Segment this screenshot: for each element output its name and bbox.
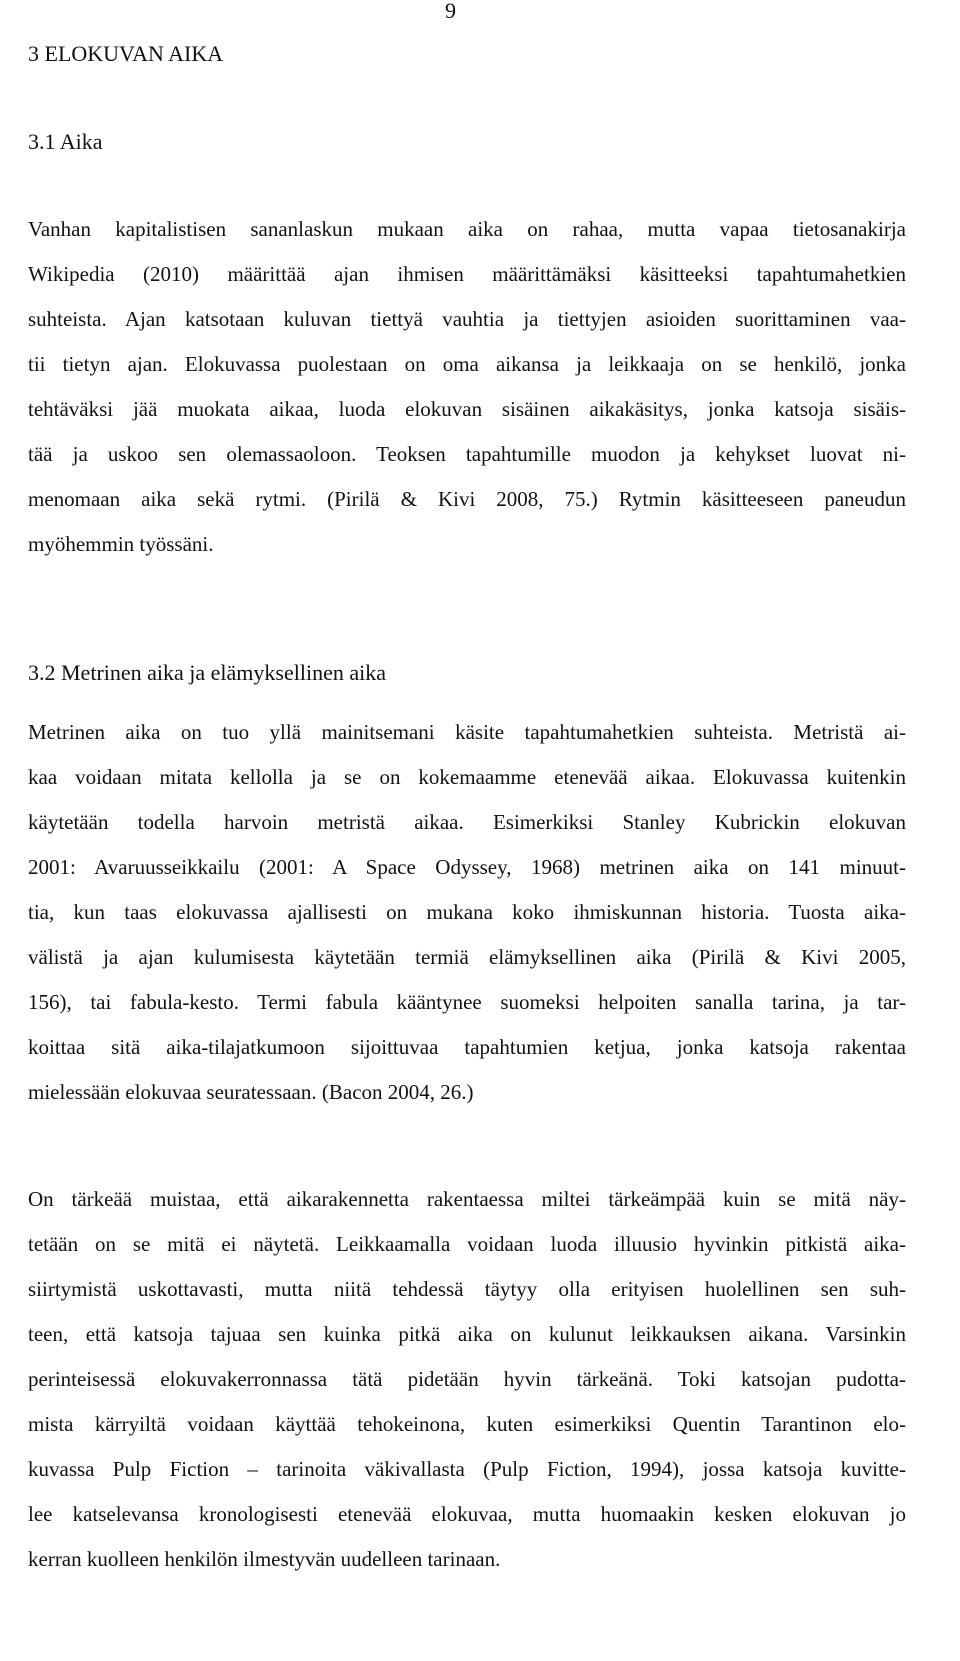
paragraph-line: siirtymistä uskottavasti, mutta niitä tehdessä täytyy olla erityisen huolellinen sen suh- xyxy=(28,1277,906,1301)
paragraph-line: myöhemmin työssäni. xyxy=(28,532,214,556)
paragraph-line: Vanhan kapitalistisen sananlaskun mukaan aika on rahaa, mutta vapaa tietosanakirja xyxy=(28,217,906,241)
paragraph-line: Wikipedia (2010) määrittää ajan ihmisen määrittämäksi käsitteeksi tapahtumahetkien xyxy=(28,262,906,286)
paragraph-line: kerran kuolleen henkilön ilmestyvän uudelleen tarinaan. xyxy=(28,1547,501,1571)
section-heading-3-1: 3.1 Aika xyxy=(28,129,103,154)
paragraph-line: tetään on se mitä ei näytetä. Leikkaamalla voidaan luoda illuusio hyvinkin pitkistä aika- xyxy=(28,1232,906,1256)
paragraph-line: tii tietyn ajan. Elokuvassa puolestaan on oma aikansa ja leikkaaja on se henkilö, jonka xyxy=(28,352,906,376)
paragraph-line: kuvassa Pulp Fiction – tarinoita väkivallasta (Pulp Fiction, 1994), jossa katsoja kuvitte- xyxy=(28,1457,906,1481)
paragraph-line: käytetään todella harvoin metristä aikaa. Esimerkiksi Stanley Kubrickin elokuvan xyxy=(28,810,906,834)
paragraph-line: lee katselevansa kronologisesti etenevää elokuvaa, mutta huomaakin kesken elokuvan jo xyxy=(28,1502,906,1526)
paragraph-aikarakenne xyxy=(28,1177,906,1582)
paragraph-line: menomaan aika sekä rytmi. (Pirilä & Kivi 2008, 75.) Rytmin käsitteeseen paneudun xyxy=(28,487,906,511)
paragraph-line: Metrinen aika on tuo yllä mainitsemani käsite tapahtumahetkien suhteista. Metristä ai- xyxy=(28,720,906,744)
paragraph-line: välistä ja ajan kulumisesta käytetään termiä elämyksellinen aika (Pirilä & Kivi 2005, xyxy=(28,945,906,969)
paragraph-line: On tärkeää muistaa, että aikarakennetta rakentaessa miltei tärkeämpää kuin se mitä näy- xyxy=(28,1187,906,1211)
paragraph-line: suhteista. Ajan katsotaan kuluvan tiettyä vauhtia ja tiettyjen asioiden suorittaminen vaa- xyxy=(28,307,906,331)
paragraph-line: tia, kun taas elokuvassa ajallisesti on mukana koko ihmiskunnan historia. Tuosta aika- xyxy=(28,900,906,924)
paragraph-line: perinteisessä elokuvakerronnassa tätä pidetään hyvin tärkeänä. Toki katsojan pudotta- xyxy=(28,1367,906,1391)
paragraph-line: mielessään elokuvaa seuratessaan. (Bacon 2004, 26.) xyxy=(28,1080,474,1104)
page-number: 9 xyxy=(445,0,456,23)
paragraph-line: tehtäväksi jää muokata aikaa, luoda elokuvan sisäinen aikakäsitys, jonka katsoja sisäis- xyxy=(28,397,906,421)
paragraph-line: mista kärryiltä voidaan käyttää tehokeinona, kuten esimerkiksi Quentin Tarantinon elo- xyxy=(28,1412,906,1436)
paragraph-line: koittaa sitä aika-tilajatkumoon sijoittuvaa tapahtumien ketjua, jonka katsoja rakentaa xyxy=(28,1035,906,1059)
section-heading-3-2: 3.2 Metrinen aika ja elämyksellinen aika xyxy=(28,660,386,685)
paragraph-line: 156), tai fabula-kesto. Termi fabula kääntynee suomeksi helpoiten sanalla tarina, ja tar- xyxy=(28,990,906,1014)
paragraph-line: tää ja uskoo sen olemassaoloon. Teoksen tapahtumille muodon ja kehykset luovat ni- xyxy=(28,442,906,466)
paragraph-line: kaa voidaan mitata kellolla ja se on kokemaamme etenevää aikaa. Elokuvassa kuitenkin xyxy=(28,765,906,789)
paragraph-line: teen, että katsoja tajuaa sen kuinka pitkä aika on kulunut leikkauksen aikana. Varsinkin xyxy=(28,1322,906,1346)
paragraph-aika xyxy=(28,207,906,567)
paragraph-metrinen-aika xyxy=(28,710,906,1115)
paragraph-line: 2001: Avaruusseikkailu (2001: A Space Odyssey, 1968) metrinen aika on 141 minuut- xyxy=(28,855,906,879)
chapter-heading: 3 ELOKUVAN AIKA xyxy=(28,41,224,66)
